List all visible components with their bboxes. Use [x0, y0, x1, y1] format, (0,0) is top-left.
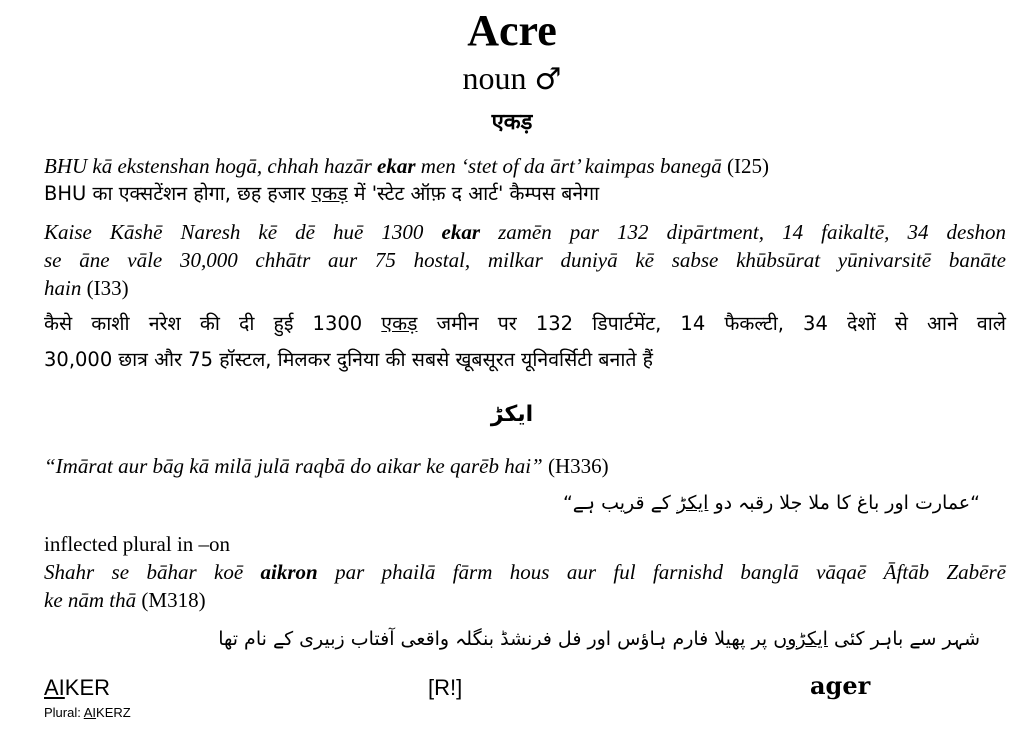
example-4-urdu: شہر سے باہر کئی ایکڑوں پر پھیلا فارم ہاؤس اور فل فرنشڈ بنگلہ واقعی آفتاب زبیری کے نام تھا [218, 628, 980, 650]
highlight-word: ایکڑوں [773, 628, 828, 650]
example-1-transliteration: BHU kā ekstenshan hogā, chhah hazār ekar men ‘stet of da ārt’ kaimpas banegā (I25) [44, 154, 769, 178]
example-2-hindi-line-1: कैसे काशी नरेश की दी हुई 1300 एकड़ जमीन पर 132 डिपार्टमेंट, 14 फैकल्टी, 34 देशों से आने वाले [44, 312, 1006, 335]
highlight-word: ekar [441, 220, 480, 244]
source-reference: (M318) [136, 588, 206, 612]
example-3-transliteration: “Imārat aur bāg kā milā julā raqbā do aikar ke qarēb hai” (H336) [44, 454, 609, 478]
example-2-transliteration-line-1: Kaise Kāshē Naresh kē dē huē 1300 ekar zamēn par 132 dipārtment, 14 faikaltē, 34 deshon [44, 220, 1007, 244]
highlight-word: एकड़ [311, 182, 348, 205]
source-reference: (H336) [542, 454, 609, 478]
headword: Acre [467, 6, 557, 55]
example-2-transliteration-line-2: se āne vāle 30,000 chhātr aur 75 hostal, milkar duniyā kē sabse khūbsūrat yūnivarsitē banāte [44, 248, 1006, 272]
example-4-transliteration-line-2: ke nām thā (M318) [44, 588, 206, 612]
register-code: [R!] [428, 675, 463, 700]
pronunciation-code: AIKER [44, 675, 111, 700]
source-reference: (I33) [81, 276, 129, 300]
example-2-transliteration-line-3: hain (I33) [44, 276, 129, 300]
part-of-speech: noun [462, 60, 527, 96]
highlight-word: ایکڑ [676, 492, 709, 514]
plural-form: Plural: AIKERZ [44, 705, 131, 720]
part-of-speech-line [0, 58, 1024, 100]
example-4-transliteration-line-1: Shahr se bāhar koē aikron par phailā fārm hous aur ful farnishd banglā vāqaē Āftāb Zabērē [44, 560, 1006, 584]
masculine-gender-icon: ♂ [534, 62, 562, 97]
inflected-plural-label: inflected plural in –on [44, 532, 231, 556]
source-reference: (I25) [721, 154, 769, 178]
example-1-hindi: BHU का एक्सटेंशन होगा, छह हजार एकड़ में 'स्टेट ऑफ़ द आर्ट' कैम्पस बनेगा [44, 182, 600, 205]
example-3-urdu: “عمارت اور باغ کا ملا جلا رقبہ دو ایکڑ کے قریب ہے“ [562, 492, 980, 514]
highlight-word: एकड़ [381, 312, 418, 335]
urdu-headword: ایکڑ [490, 402, 534, 427]
hindi-headword: एकड़ [491, 110, 533, 135]
highlight-word: ekar [377, 154, 416, 178]
etymon: ager [810, 671, 871, 700]
highlight-word: aikron [260, 560, 318, 584]
example-2-hindi-line-2: 30,000 छात्र और 75 हॉस्टल, मिलकर दुनिया की सबसे खूबसूरत यूनिवर्सिटी बनाते हैं [44, 348, 654, 371]
